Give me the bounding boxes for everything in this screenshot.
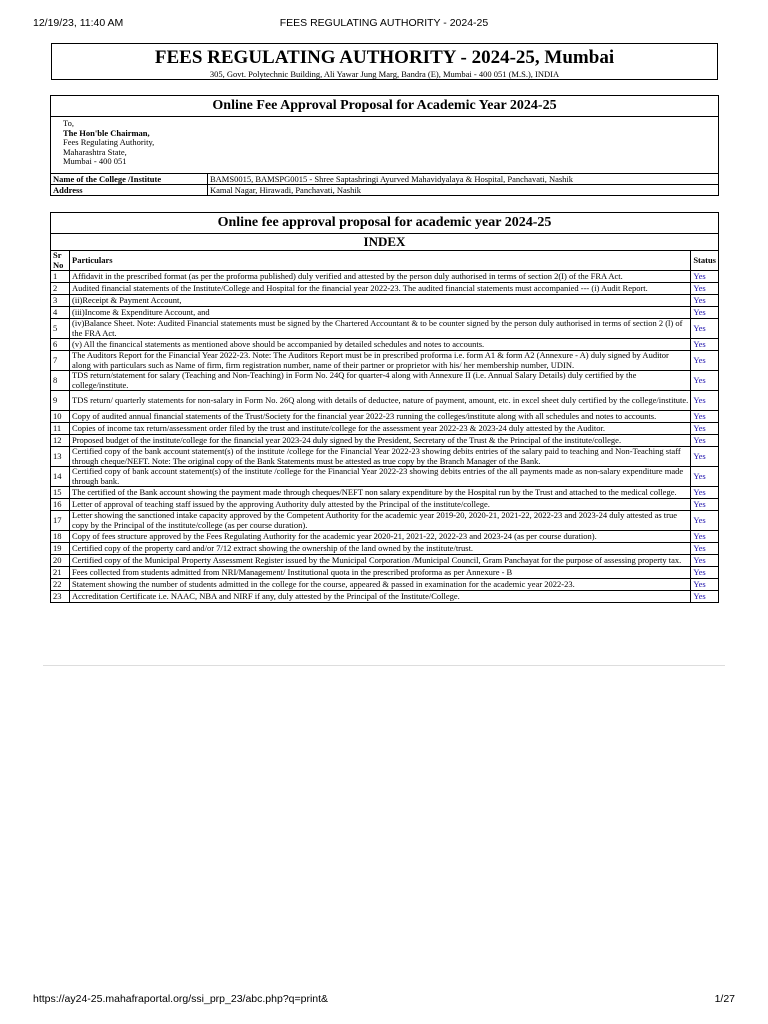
row-particulars: Certified copy of the Municipal Property Assessment Register issued by the Municipal Corporation /Municipal Council, Gram Panchayat for the purpose of assessing property tax. bbox=[70, 555, 691, 567]
row-particulars: (v) All the financical statements as mentioned above should be accompanied by detailed schedules and notes to accounts. bbox=[70, 339, 691, 351]
row-particulars: TDS return/statement for salary (Teaching and Non-Teaching) in Form No. 24Q for quarter-4 along with Annexure II (i.e. Annual Salary Details) duly certified by the college/institute. bbox=[70, 371, 691, 391]
row-sr: 12 bbox=[51, 435, 70, 447]
row-sr: 9 bbox=[51, 391, 70, 411]
print-page-number: 1/27 bbox=[714, 993, 735, 1005]
row-status[interactable]: Yes bbox=[691, 307, 719, 319]
print-header bbox=[33, 17, 735, 31]
row-sr: 15 bbox=[51, 487, 70, 499]
table-row bbox=[51, 319, 719, 339]
table-row bbox=[51, 411, 719, 423]
college-value: BAMS0015, BAMSPG0015 - Shree Saptashringi Ayurved Mahavidyalaya & Hospital, Panchavati, Nashik bbox=[208, 174, 719, 185]
print-footer bbox=[33, 993, 735, 1007]
row-sr: 18 bbox=[51, 531, 70, 543]
print-datetime: 12/19/23, 11:40 AM bbox=[33, 17, 124, 29]
row-particulars: Certified copy of the bank account statement(s) of the institute /college for the Financial Year 2022-23 showing debits entries of the salary paid to teaching and Non-Teaching staff through cheque/NEFT. Note: The original copy of the Bank Statements must be attested as true copy by the Branch Manager of the Bank. bbox=[70, 447, 691, 467]
row-status[interactable]: Yes bbox=[691, 351, 719, 371]
row-particulars: TDS return/ quarterly statements for non-salary in Form No. 26Q along with details of deductee, nature of payment, amount, etc. in excel sheet duly certified by the college/institute. bbox=[70, 391, 691, 411]
authority-address: 305, Govt. Polytechnic Building, Ali Yawar Jung Marg, Bandra (E), Mumbai - 400 051 (M.S.), INDIA bbox=[209, 69, 560, 79]
row-sr: 1 bbox=[51, 271, 70, 283]
row-status[interactable]: Yes bbox=[691, 487, 719, 499]
address-label: Address bbox=[51, 185, 208, 196]
table-row bbox=[51, 435, 719, 447]
row-particulars: (iii)Income & Expenditure Account, and bbox=[70, 307, 691, 319]
index-body bbox=[51, 271, 719, 603]
row-particulars: Statement showing the number of students admitted in the college for the course, appeared & passed in examination for the academic year 2022-23. bbox=[70, 579, 691, 591]
authority-header bbox=[51, 43, 718, 80]
row-particulars: (ii)Receipt & Payment Account, bbox=[70, 295, 691, 307]
row-status[interactable]: Yes bbox=[691, 339, 719, 351]
row-sr: 23 bbox=[51, 591, 70, 603]
row-status[interactable]: Yes bbox=[691, 371, 719, 391]
row-particulars: Proposed budget of the institute/college for the financial year 2023-24 duly signed by the President, Secretary of the Trust & the Principal of the institute/college. bbox=[70, 435, 691, 447]
row-status[interactable]: Yes bbox=[691, 283, 719, 295]
table-row bbox=[51, 339, 719, 351]
table-row bbox=[51, 271, 719, 283]
row-status[interactable]: Yes bbox=[691, 295, 719, 307]
table-row bbox=[51, 371, 719, 391]
row-status[interactable]: Yes bbox=[691, 391, 719, 411]
row-particulars: (iv)Balance Sheet. Note: Audited Financial statements must be signed by the Chartered Accountant & to be counter signed by the person duly authorised in terms of section 2 (l) of the FRA Act. bbox=[70, 319, 691, 339]
page-divider bbox=[43, 665, 725, 666]
row-particulars: Affidavit in the prescribed format (as per the proforma published) duly verified and attested by the person duly authorised in terms of section 2(I) of the FRA Act. bbox=[70, 271, 691, 283]
address-value: Kamal Nagar, Hirawadi, Panchavati, Nashik bbox=[208, 185, 719, 196]
row-sr: 7 bbox=[51, 351, 70, 371]
row-particulars: Fees collected from students admitted from NRI/Management/ Institutional quota in the prescribed proforma as per Annexure - B bbox=[70, 567, 691, 579]
table-row bbox=[51, 307, 719, 319]
row-particulars: Letter showing the sanctioned intake capacity approved by the Competent Authority for the academic year 2019-20, 2020-21, 2021-22, 2022-23 and 2023-24 duly attested as true copy by the Principal of the institute/college (as per course duration). bbox=[70, 511, 691, 531]
row-status[interactable]: Yes bbox=[691, 319, 719, 339]
print-title: FEES REGULATING AUTHORITY - 2024-25 bbox=[279, 17, 489, 29]
row-particulars: Accreditation Certificate i.e. NAAC, NBA and NIRF if any, duly attested by the Principal of the Institute/College. bbox=[70, 591, 691, 603]
row-sr: 13 bbox=[51, 447, 70, 467]
row-sr: 20 bbox=[51, 555, 70, 567]
to-line: Maharashtra State, bbox=[63, 146, 127, 157]
table-row bbox=[51, 351, 719, 371]
row-status[interactable]: Yes bbox=[691, 467, 719, 487]
row-status[interactable]: Yes bbox=[691, 531, 719, 543]
addressee-block bbox=[51, 117, 719, 174]
row-status[interactable]: Yes bbox=[691, 423, 719, 435]
row-status[interactable]: Yes bbox=[691, 271, 719, 283]
row-status[interactable]: Yes bbox=[691, 499, 719, 511]
table-row bbox=[51, 531, 719, 543]
authority-title: FEES REGULATING AUTHORITY - 2024-25, Mumbai bbox=[154, 47, 615, 68]
table-row bbox=[51, 467, 719, 487]
row-sr: 6 bbox=[51, 339, 70, 351]
table-row bbox=[51, 555, 719, 567]
row-status[interactable]: Yes bbox=[691, 567, 719, 579]
row-sr: 11 bbox=[51, 423, 70, 435]
row-particulars: Certified copy of the property card and/or 7/12 extract showing the ownership of the land owned by the institute/trust. bbox=[70, 543, 691, 555]
to-line: To, bbox=[63, 118, 74, 128]
row-sr: 3 bbox=[51, 295, 70, 307]
table-row bbox=[51, 499, 719, 511]
row-status[interactable]: Yes bbox=[691, 411, 719, 423]
col-particulars-header: Particulars bbox=[70, 251, 691, 271]
row-status[interactable]: Yes bbox=[691, 511, 719, 531]
table-row bbox=[51, 447, 719, 467]
row-sr: 21 bbox=[51, 567, 70, 579]
row-sr: 22 bbox=[51, 579, 70, 591]
row-status[interactable]: Yes bbox=[691, 447, 719, 467]
row-sr: 2 bbox=[51, 283, 70, 295]
index-subtitle: INDEX bbox=[51, 234, 719, 251]
index-title: Online fee approval proposal for academic year 2024-25 bbox=[51, 213, 719, 234]
row-sr: 10 bbox=[51, 411, 70, 423]
to-line: Mumbai - 400 051 bbox=[63, 156, 127, 166]
row-sr: 5 bbox=[51, 319, 70, 339]
proposal-table bbox=[50, 95, 719, 196]
table-row bbox=[51, 567, 719, 579]
row-particulars: Audited financial statements of the Institute/College and Hospital for the financial year 2022-23. The audited financial statements must accompanied --- (i) Audit Report. bbox=[70, 283, 691, 295]
row-particulars: Letter of approval of teaching staff issued by the approving Authority duly attested by the Principal of the institute/college. bbox=[70, 499, 691, 511]
row-status[interactable]: Yes bbox=[691, 591, 719, 603]
to-line: Fees Regulating Authority, bbox=[63, 137, 155, 147]
print-url: https://ay24-25.mahafraportal.org/ssi_prp_23/abc.php?q=print& bbox=[33, 993, 329, 1005]
proposal-title: Online Fee Approval Proposal for Academic Year 2024-25 bbox=[51, 96, 719, 117]
row-status[interactable]: Yes bbox=[691, 555, 719, 567]
table-row bbox=[51, 283, 719, 295]
row-particulars: The certified of the Bank account showing the payment made through cheques/NEFT non salary expenditure by the Hospital run by the Trust and attached to the medical college. bbox=[70, 487, 691, 499]
table-row bbox=[51, 543, 719, 555]
row-particulars: Certified copy of bank account statement(s) of the institute /college for the Financial Year 2022-23 showing debits entries of the all payments made as non-salary expenditure made through bank. bbox=[70, 467, 691, 487]
table-row bbox=[51, 391, 719, 411]
row-sr: 17 bbox=[51, 511, 70, 531]
table-row bbox=[51, 591, 719, 603]
row-status[interactable]: Yes bbox=[691, 543, 719, 555]
row-particulars: Copy of fees structure approved by the Fees Regulating Authority for the academic year 2020-21, 2021-22, 2022-23 and 2023-24 (as per course duration). bbox=[70, 531, 691, 543]
index-table bbox=[50, 212, 719, 603]
col-status-header: Status bbox=[691, 251, 719, 271]
row-sr: 14 bbox=[51, 467, 70, 487]
row-sr: 16 bbox=[51, 499, 70, 511]
table-row bbox=[51, 295, 719, 307]
table-row bbox=[51, 579, 719, 591]
to-line: The Hon'ble Chairman, bbox=[63, 127, 150, 138]
table-row bbox=[51, 423, 719, 435]
row-sr: 8 bbox=[51, 371, 70, 391]
row-particulars: The Auditors Report for the Financial Year 2022-23. Note: The Auditors Report must be in prescribed proforma i.e. form A1 & form A2 (Annexure - A) duly signed by Auditor along with particulars such as Name of firm, firm registration number, name of their partner or proprietor with his/ her membership number, UDIN. bbox=[70, 351, 691, 371]
row-particulars: Copies of income tax return/assessment order filed by the trust and institute/college for the assessment year 2022-23 & 2023-24 duly attested by the Auditor. bbox=[70, 423, 691, 435]
row-particulars: Copy of audited annual financial statements of the Trust/Society for the financial year 2022-23 running the colleges/institute along with all schedules and notes to accounts. bbox=[70, 411, 691, 423]
row-sr: 19 bbox=[51, 543, 70, 555]
college-label: Name of the College /Institute bbox=[51, 174, 208, 185]
col-sr-header: Sr No bbox=[51, 251, 70, 271]
table-row bbox=[51, 511, 719, 531]
row-status[interactable]: Yes bbox=[691, 435, 719, 447]
row-sr: 4 bbox=[51, 307, 70, 319]
table-row bbox=[51, 487, 719, 499]
row-status[interactable]: Yes bbox=[691, 579, 719, 591]
